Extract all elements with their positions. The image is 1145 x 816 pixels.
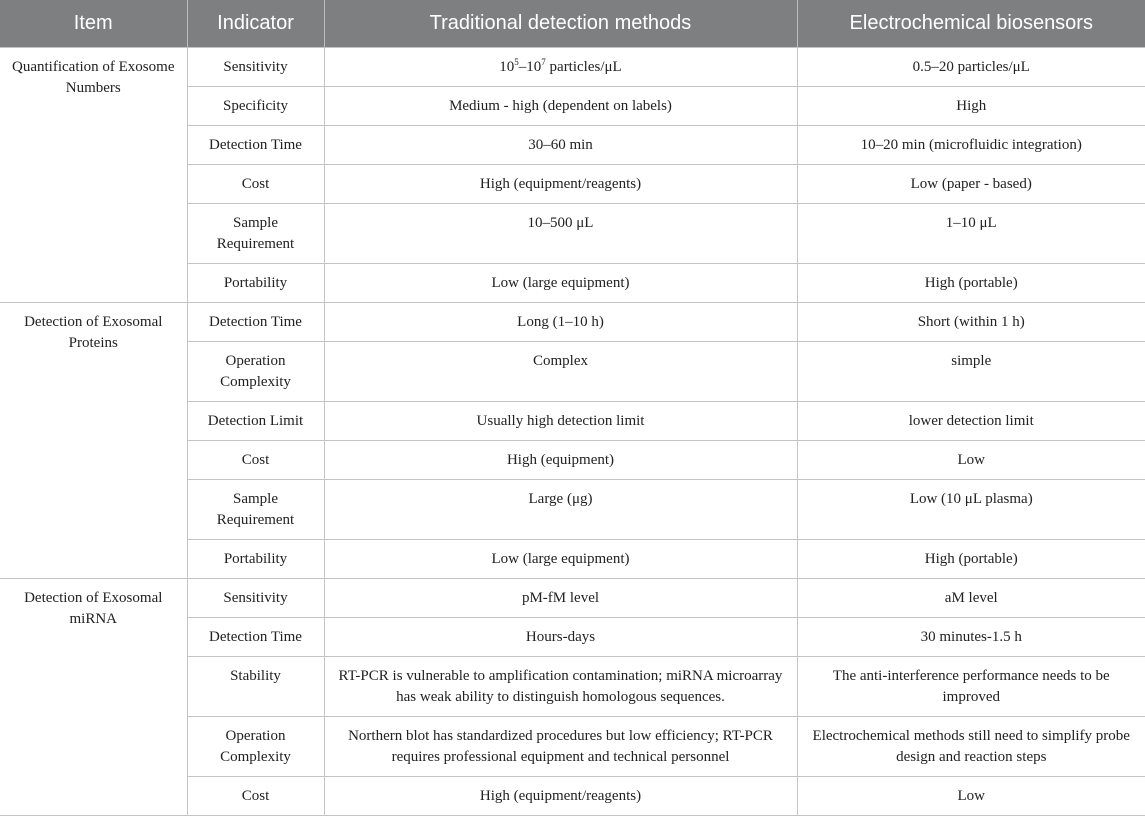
indicator-cell: Detection Time (187, 618, 324, 657)
indicator-cell: Portability (187, 264, 324, 303)
traditional-cell: Low (large equipment) (324, 264, 797, 303)
electrochemical-cell: simple (797, 342, 1145, 402)
sci-mid: –10 (518, 59, 542, 75)
indicator-cell: Operation Complexity (187, 342, 324, 402)
indicator-cell: Specificity (187, 87, 324, 126)
electrochemical-cell: Electrochemical methods still need to simplify probe design and reaction steps (797, 717, 1145, 777)
traditional-cell: pM-fM level (324, 579, 797, 618)
indicator-cell: Detection Limit (187, 402, 324, 441)
header-item: Item (0, 0, 187, 48)
traditional-cell: Low (large equipment) (324, 540, 797, 579)
indicator-cell: Detection Time (187, 303, 324, 342)
sci-base: 10 (499, 59, 515, 75)
traditional-cell: 30–60 min (324, 126, 797, 165)
traditional-cell: High (equipment) (324, 441, 797, 480)
traditional-cell: 10–500 μL (324, 204, 797, 264)
indicator-cell: Cost (187, 165, 324, 204)
traditional-cell: Complex (324, 342, 797, 402)
electrochemical-cell: 1–10 μL (797, 204, 1145, 264)
electrochemical-cell: High (portable) (797, 264, 1145, 303)
header-electrochemical: Electrochemical biosensors (797, 0, 1145, 48)
group-item-exosomal-proteins: Detection of Exosomal Proteins (0, 303, 187, 579)
table-header (0, 0, 1145, 48)
traditional-cell: Medium - high (dependent on labels) (324, 87, 797, 126)
indicator-cell: Sample Requirement (187, 204, 324, 264)
indicator-cell: Stability (187, 657, 324, 717)
header-indicator: Indicator (187, 0, 324, 48)
group-item-exosomal-mirna: Detection of Exosomal miRNA (0, 579, 187, 816)
traditional-cell: Northern blot has standardized procedures but low efficiency; RT-PCR requires professional equipment and technical personnel (324, 717, 797, 777)
electrochemical-cell: 10–20 min (microfluidic integration) (797, 126, 1145, 165)
electrochemical-cell: Low (797, 441, 1145, 480)
traditional-cell: Long (1–10 h) (324, 303, 797, 342)
traditional-cell (324, 48, 797, 87)
electrochemical-cell: High (797, 87, 1145, 126)
sci-exponent: 7 (541, 57, 546, 67)
indicator-cell: Cost (187, 777, 324, 816)
electrochemical-cell: Low (paper - based) (797, 165, 1145, 204)
sci-exponent: 5 (514, 57, 519, 67)
indicator-cell: Sensitivity (187, 579, 324, 618)
group-item-exosome-numbers: Quantification of Exosome Numbers (0, 48, 187, 303)
sci-unit: particles/μL (545, 59, 622, 75)
electrochemical-cell: 30 minutes-1.5 h (797, 618, 1145, 657)
table-body (0, 48, 1145, 816)
traditional-cell: Large (μg) (324, 480, 797, 540)
table-row (0, 579, 1145, 618)
electrochemical-cell: lower detection limit (797, 402, 1145, 441)
electrochemical-cell: Low (10 μL plasma) (797, 480, 1145, 540)
table-row (0, 303, 1145, 342)
traditional-cell: High (equipment/reagents) (324, 165, 797, 204)
traditional-cell: High (equipment/reagents) (324, 777, 797, 816)
header-row (0, 0, 1145, 48)
electrochemical-cell: aM level (797, 579, 1145, 618)
indicator-cell: Portability (187, 540, 324, 579)
indicator-cell: Operation Complexity (187, 717, 324, 777)
electrochemical-cell: Low (797, 777, 1145, 816)
table-row (0, 48, 1145, 87)
electrochemical-cell: Short (within 1 h) (797, 303, 1145, 342)
traditional-cell: Usually high detection limit (324, 402, 797, 441)
indicator-cell: Sample Requirement (187, 480, 324, 540)
header-traditional: Traditional detection methods (324, 0, 797, 48)
traditional-cell: RT-PCR is vulnerable to amplification contamination; miRNA microarray has weak ability to distinguish homologous sequences. (324, 657, 797, 717)
electrochemical-cell: The anti-interference performance needs to be improved (797, 657, 1145, 717)
electrochemical-cell: 0.5–20 particles/μL (797, 48, 1145, 87)
indicator-cell: Sensitivity (187, 48, 324, 87)
electrochemical-cell: High (portable) (797, 540, 1145, 579)
traditional-cell: Hours-days (324, 618, 797, 657)
indicator-cell: Detection Time (187, 126, 324, 165)
indicator-cell: Cost (187, 441, 324, 480)
